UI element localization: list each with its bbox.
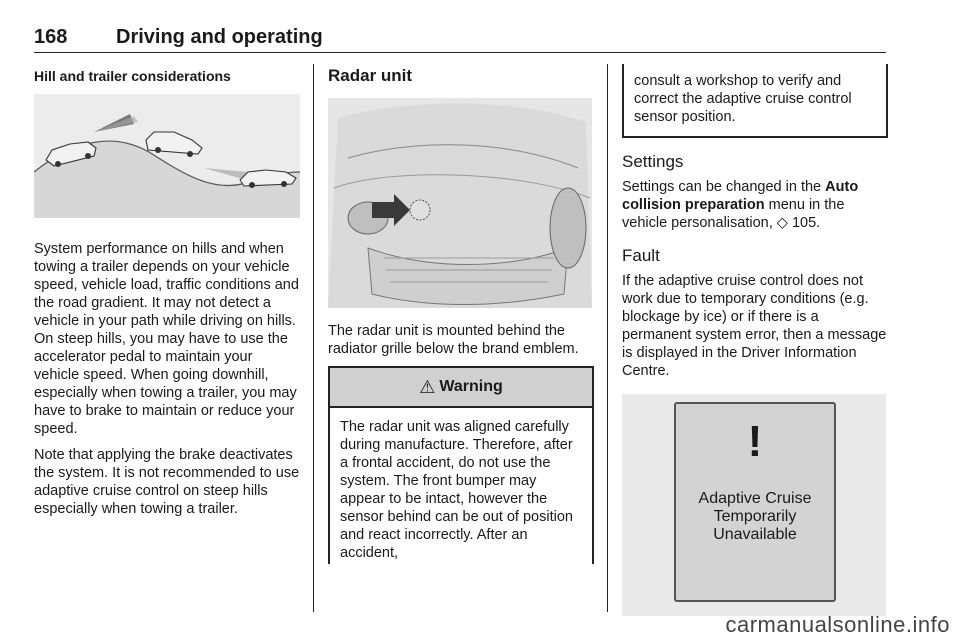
column-1 — [34, 64, 300, 518]
menu-name-auto-collision: Auto collision preparation — [622, 179, 859, 213]
section-heading-radar-unit: Radar unit — [328, 66, 413, 85]
car-front-radar-illustration — [328, 98, 592, 308]
column-divider-2 — [607, 64, 608, 612]
column-divider-1 — [313, 64, 314, 612]
hill-paragraph-1: System performance on hills and when towing a trailer depends on your vehicle speed, vehicle load, traffic conditions and the road gradient. It may not detect a vehicle in your path while driving on hills. On steep hills, you may have to use the accelerator pedal to maintain your vehicle speed. When going downhill, especially when towing a trailer, you may have to brake to maintain or reduce your speed. — [34, 241, 299, 437]
page-reference-icon: ◇ — [776, 215, 788, 231]
section-heading-hill-trailer: Hill and trailer considerations — [34, 68, 231, 84]
dic-message-line-1: Adaptive Cruise — [698, 490, 812, 507]
page-header — [34, 24, 886, 53]
dic-message-line-3: Unavailable — [713, 526, 797, 543]
exclamation-icon: ! — [747, 417, 763, 466]
warning-continuation-text: consult a workshop to verify and correct the adaptive cruise control sensor position. — [634, 73, 852, 125]
watermark-text: carmanualsonline.info — [725, 612, 950, 637]
page-number: 168 — [34, 26, 68, 48]
warning-continuation-box — [622, 64, 888, 138]
dic-message-line-2: Temporarily — [713, 508, 797, 525]
warning-header — [330, 368, 592, 408]
warning-triangle-icon: ⚠ — [419, 376, 436, 397]
column-3 — [622, 64, 888, 616]
dic-display-illustration — [622, 394, 886, 616]
warning-box — [328, 366, 594, 564]
chapter-title: Driving and operating — [116, 26, 323, 48]
settings-paragraph: Settings can be changed in the Auto collision preparation menu in the vehicle personalisation, ◇ 105. — [622, 179, 859, 231]
hill-cars-illustration — [34, 94, 300, 218]
section-heading-settings: Settings — [622, 152, 684, 171]
warning-text: The radar unit was aligned carefully during manufacture. Therefore, after a frontal accident, do not use the system. The front bumper may appear to be intact, however the sensor behind can be out of position and react incorrectly. After an accident, — [340, 419, 573, 561]
hill-paragraph-2: Note that applying the brake deactivates the system. It is not recommended to use adaptive cruise control on steep hills especially when towing a trailer. — [34, 447, 300, 517]
column-2 — [328, 64, 594, 564]
warning-title: Warning — [439, 378, 503, 395]
dic-screen — [674, 402, 836, 602]
radar-paragraph: The radar unit is mounted behind the radiator grille below the brand emblem. — [328, 323, 579, 357]
fault-paragraph: If the adaptive cruise control does not work due to temporary conditions (e.g. blockage by ice) or if there is a permanent system error, then a message is displayed in the Driver Information Centre. — [622, 273, 887, 379]
section-heading-fault: Fault — [622, 246, 660, 265]
